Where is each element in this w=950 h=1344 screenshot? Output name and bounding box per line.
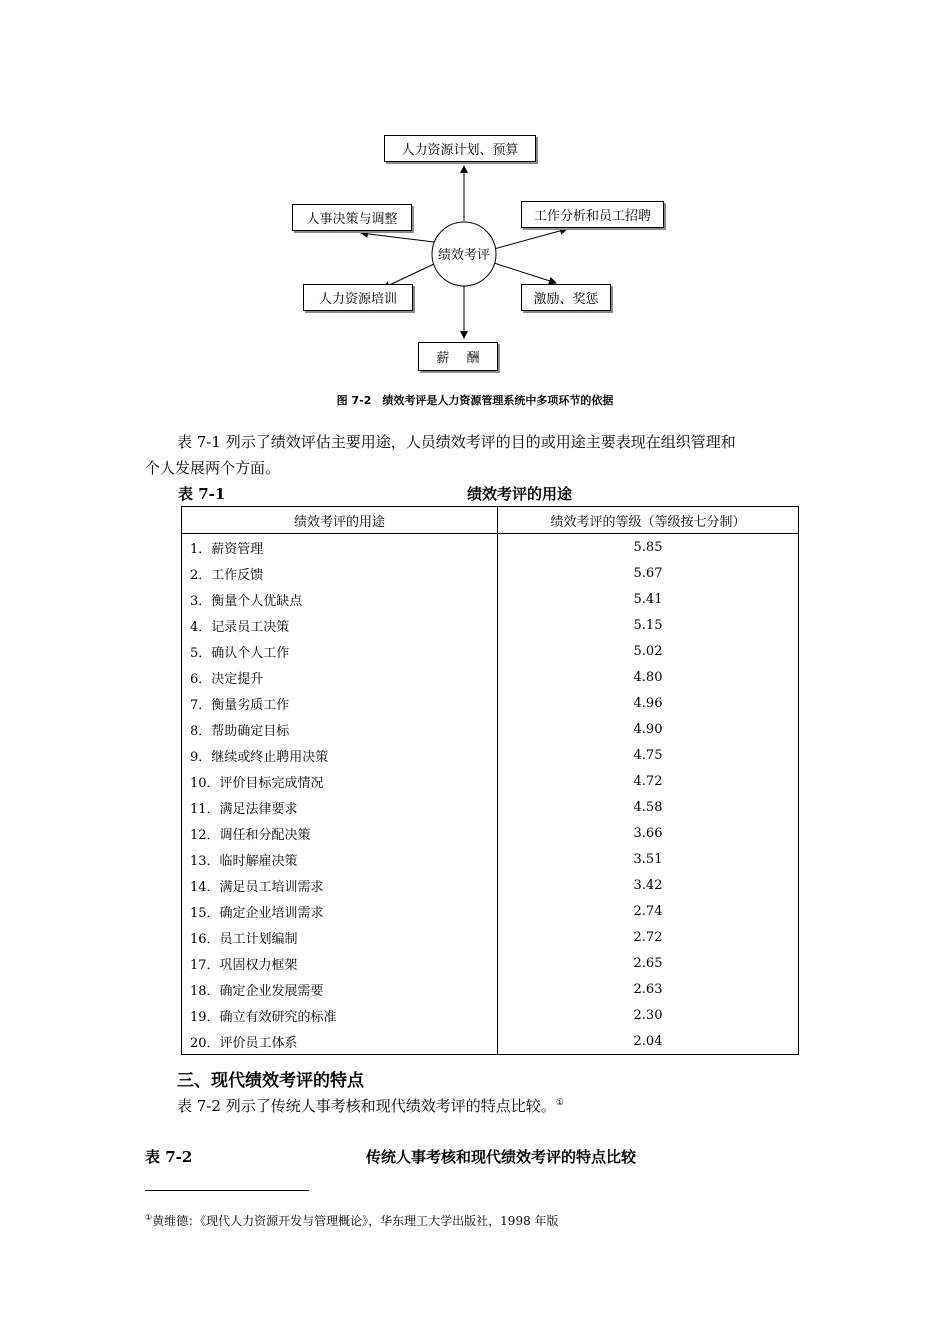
purpose-cell: 19．确立有效研究的标准 [182,1002,498,1028]
table-row [182,612,799,638]
table-row [182,742,799,768]
footnote-text: 黄维德：《现代人力资源开发与管理概论》，华东理工大学出版社，1998 年版 [152,1214,559,1228]
score-cell: 2.72 [498,924,799,950]
header-purpose: 绩效考评的用途 [182,507,498,534]
table-row [182,976,799,1002]
arrow-to-upper-left [361,233,434,242]
purpose-cell: 9．继续或终止聘用决策 [182,742,498,768]
figure-caption: 图 7-2 绩效考评是人力资源管理系统中多项环节的依据 [336,394,614,407]
header-score: 绩效考评的等级（等级按七分制） [498,507,799,534]
score-cell: 3.51 [498,846,799,872]
purpose-cell: 13．临时解雇决策 [182,846,498,872]
score-cell: 4.90 [498,716,799,742]
score-cell: 5.67 [498,560,799,586]
table-row [182,560,799,586]
score-cell: 5.85 [498,534,799,561]
score-cell: 4.96 [498,690,799,716]
box-hr-planning: 人力资源计划、预算 [384,135,536,162]
score-cell: 2.74 [498,898,799,924]
purpose-cell: 1．薪资管理 [182,534,498,561]
table-row [182,846,799,872]
table2-label: 表 7-2 [145,1148,193,1166]
diagram-center-label: 绩效考评 [437,248,490,263]
table-row [182,1028,799,1055]
purpose-cell: 17．巩固权力框架 [182,950,498,976]
footnote-ref: ① [555,1098,564,1108]
score-cell: 4.80 [498,664,799,690]
purpose-cell: 20．评价员工体系 [182,1028,498,1055]
table-row [182,1002,799,1028]
purpose-cell: 11．满足法律要求 [182,794,498,820]
arrow-to-upper-right [494,229,567,249]
purpose-cell: 4．记录员工决策 [182,612,498,638]
purpose-cell: 5．确认个人工作 [182,638,498,664]
usage-table [181,506,799,1055]
score-cell: 2.04 [498,1028,799,1055]
purpose-cell: 14．满足员工培训需求 [182,872,498,898]
box-incentives: 激励、奖惩 [521,284,611,311]
footnote [145,1212,559,1229]
table-row [182,638,799,664]
score-cell: 5.02 [498,638,799,664]
table2-title: 传统人事考核和现代绩效考评的特点比较 [366,1148,637,1166]
purpose-cell: 12．调任和分配决策 [182,820,498,846]
score-cell: 4.75 [498,742,799,768]
arrow-to-lower-right [494,263,556,283]
purpose-cell: 10．评价目标完成情况 [182,768,498,794]
purpose-cell: 16．员工计划编制 [182,924,498,950]
table-header-row [182,507,799,534]
diagram-arrows [0,0,950,400]
box-hr-training: 人力资源培训 [303,284,413,311]
score-cell: 5.41 [498,586,799,612]
footnote-mark: ① [145,1213,153,1222]
purpose-cell: 6．决定提升 [182,664,498,690]
purpose-cell: 2．工作反馈 [182,560,498,586]
table-row [182,716,799,742]
section-text [177,1090,564,1119]
purpose-cell: 18．确定企业发展需要 [182,976,498,1002]
table-row [182,872,799,898]
table-row [182,794,799,820]
score-cell: 3.42 [498,872,799,898]
score-cell: 2.30 [498,1002,799,1028]
table-row [182,690,799,716]
score-cell: 4.72 [498,768,799,794]
table-row [182,950,799,976]
score-cell: 2.65 [498,950,799,976]
table-row [182,898,799,924]
section-heading: 三、现代绩效考评的特点 [177,1071,364,1091]
score-cell: 3.66 [498,820,799,846]
box-personnel-decisions: 人事决策与调整 [292,204,412,231]
purpose-cell: 15．确定企业培训需求 [182,898,498,924]
table-row [182,664,799,690]
purpose-cell: 7．衡量劣质工作 [182,690,498,716]
purpose-cell: 3．衡量个人优缺点 [182,586,498,612]
box-compensation: 薪 酬 [418,342,498,371]
table-row [182,820,799,846]
section-text-body: 表 7-2 列示了传统人事考核和现代绩效考评的特点比较。 [177,1097,556,1115]
score-cell: 5.15 [498,612,799,638]
intro-line-1: 表 7-1 列示了绩效评估主要用途，人员绩效考评的目的或用途主要表现在组织管理和 [177,433,736,451]
score-cell: 2.63 [498,976,799,1002]
table1-title: 绩效考评的用途 [467,485,573,503]
score-cell: 4.58 [498,794,799,820]
box-job-analysis: 工作分析和员工招聘 [521,201,664,228]
intro-line-2: 个人发展两个方面。 [145,459,281,477]
usage-table-body [182,534,799,1055]
table1-label: 表 7-1 [178,485,226,503]
purpose-cell: 8．帮助确定目标 [182,716,498,742]
table-row [182,534,799,561]
table-row [182,768,799,794]
table-row [182,924,799,950]
table-row [182,586,799,612]
footnote-divider [145,1190,309,1191]
